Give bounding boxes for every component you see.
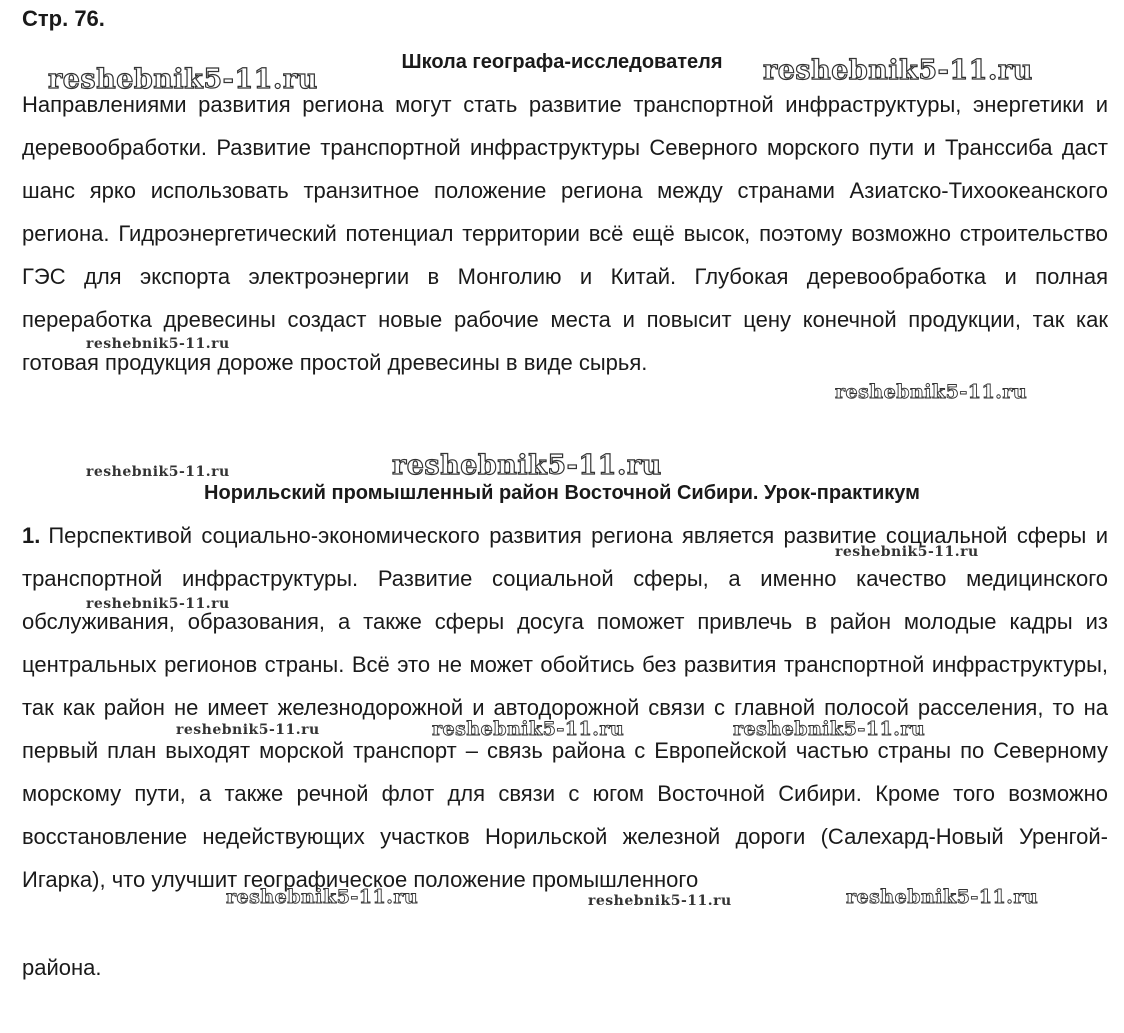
- watermark: reshebnik5-11.ru: [86, 464, 230, 480]
- watermark: reshebnik5-11.ru: [392, 450, 662, 481]
- watermark: reshebnik5-11.ru: [835, 381, 1028, 403]
- section-title-geographer-school: Школа географа-исследователя: [401, 51, 723, 73]
- watermark: reshebnik5-11.ru: [86, 596, 230, 612]
- watermark: reshebnik5-11.ru: [763, 55, 1033, 86]
- paragraph-development-directions: Направлениями развития региона могут стать развитие транспортной инфраструктуры, энергетики и деревообработки. Развитие транспортной инфраструктуры Северного морского пути и Транссиба даст шанс ярко использовать транзитное положение региона между странами Азиатско-Тихоокеанского региона. Гидроэнергетический потенциал территории всё ещё высок, поэтому возможно строительство ГЭС для экспорта электроэнергии в Монголию и Китай. Глубокая деревообработка и полная переработка древесины создаст новые рабочие места и повысит цену конечной продукции, так как готовая продукция дороже простой древесины в виде сырья.: [22, 92, 1108, 375]
- paragraph-last-line: района.: [22, 955, 102, 980]
- task-answer-text: Перспективой социально-экономического развития региона является развитие социальной сферы и транспортной инфраструктуры. Развитие социальной сферы, а именно качество медицинского обслуживания, образования, а также сферы досуга поможет привлечь в район молодые кадры из центральных регионов страны. Всё это не может обойтись без развития транспортной инфраструктуры, так как район не имеет железнодорожной и автодорожной связи с главной полосой расселения, то на первый план выходят морской транспорт – связь района с Европейской частью страны по Северному морскому пути, а также речной флот для связи с югом Восточной Сибири. Кроме того возможно восстановление недействующих участков Норильской железной дороги (Салехард-Новый Уренгой-Игарка), что улучшит географическое положение промышленного: [22, 523, 1108, 892]
- watermark: reshebnik5-11.ru: [176, 722, 320, 738]
- watermark: reshebnik5-11.ru: [835, 544, 979, 560]
- watermark: reshebnik5-11.ru: [432, 718, 625, 740]
- section-title-norilsk-region: Норильский промышленный район Восточной Сибири. Урок-практикум: [204, 482, 920, 504]
- paragraph-norilsk-prospects: [22, 514, 1108, 901]
- watermark: reshebnik5-11.ru: [226, 886, 419, 908]
- watermark: reshebnik5-11.ru: [48, 64, 318, 95]
- task-number: 1.: [22, 523, 41, 548]
- watermark: reshebnik5-11.ru: [733, 718, 926, 740]
- watermark: reshebnik5-11.ru: [588, 893, 732, 909]
- page-number: Стр. 76.: [22, 6, 105, 31]
- watermark: reshebnik5-11.ru: [846, 886, 1039, 908]
- watermark: reshebnik5-11.ru: [86, 336, 230, 352]
